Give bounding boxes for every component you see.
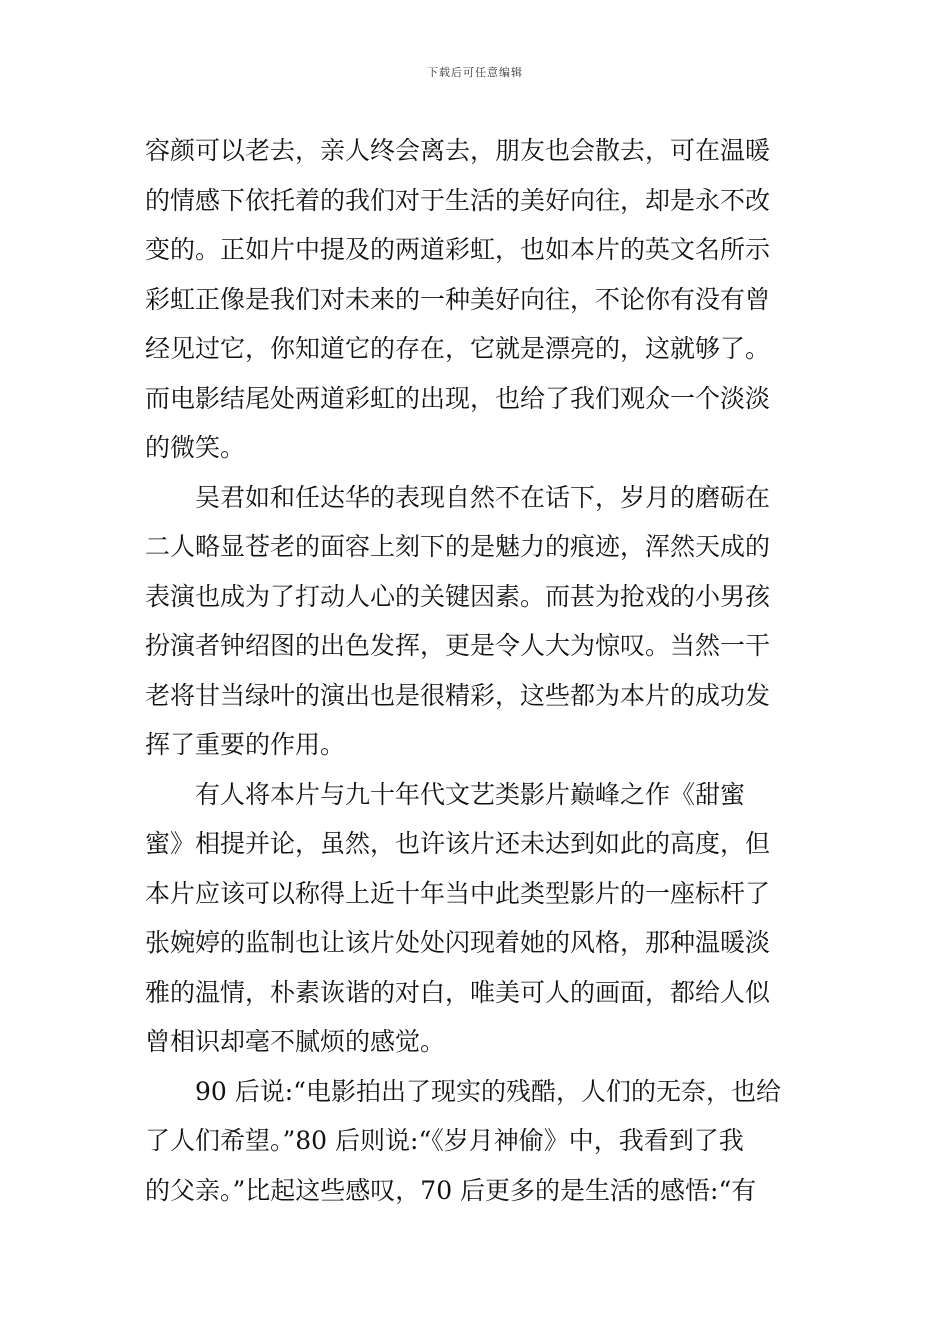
text-line: 曾相识却毫不腻烦的感觉。 (145, 1027, 446, 1056)
text-line: 的父亲。”比起这些感叹，70 后更多的是生活的感悟:“有 (145, 1175, 757, 1205)
paragraph-2 (145, 473, 810, 770)
text-line: 雅的温情，朴素诙谐的对白，唯美可人的画面，都给人似 (145, 977, 771, 1007)
text-line: 的微笑。 (145, 433, 246, 462)
text-line: 本片应该可以称得上近十年当中此类型影片的一座标杆了 (145, 878, 771, 908)
document-body (145, 126, 810, 1215)
text-line: 经见过它，你知道它的存在，它就是漂亮的，这就够了。 (145, 334, 771, 363)
text-line: 彩虹正像是我们对未来的一种美好向往，不论你有没有曾 (145, 284, 771, 314)
text-line: 的情感下依托着的我们对于生活的美好向往，却是永不改 (145, 185, 771, 215)
text-line: 变的。正如片中提及的两道彩虹，也如本片的英文名所示 (145, 235, 771, 264)
page-header: 下载后可任意编辑 (427, 66, 523, 79)
paragraph-4 (145, 1067, 810, 1216)
text-line: 90 后说:“电影拍出了现实的残酷，人们的无奈，也给 (195, 1076, 781, 1106)
text-line: 容颜可以老去，亲人终会离去，朋友也会散去，可在温暖 (145, 136, 771, 165)
text-line: 了人们希望。”80 后则说:“《岁月神偷》中，我看到了我 (145, 1126, 744, 1155)
text-line: 表演也成为了打动人心的关键因素。而甚为抢戏的小男孩 (145, 581, 771, 611)
text-line: 老将甘当绿叶的演出也是很精彩，这些都为本片的成功发 (145, 680, 771, 710)
text-line: 而电影结尾处两道彩虹的出现，也给了我们观众一个淡淡 (145, 383, 771, 413)
text-line: 挥了重要的作用。 (145, 730, 346, 759)
paragraph-3 (145, 770, 810, 1067)
text-line: 吴君如和任达华的表现自然不在话下，岁月的磨砺在 (195, 482, 771, 512)
paragraph-1 (145, 126, 810, 473)
text-line: 有人将本片与九十年代文艺类影片巅峰之作《甜蜜 (195, 779, 746, 809)
text-line: 扮演者钟绍图的出色发挥，更是令人大为惊叹。当然一干 (145, 631, 771, 660)
text-line: 蜜》相提并论，虽然，也许该片还未达到如此的高度，但 (145, 829, 771, 858)
text-line: 张婉婷的监制也让该片处处闪现着她的风格，那种温暖淡 (145, 928, 771, 957)
text-line: 二人略显苍老的面容上刻下的是魅力的痕迹，浑然天成的 (145, 532, 771, 561)
